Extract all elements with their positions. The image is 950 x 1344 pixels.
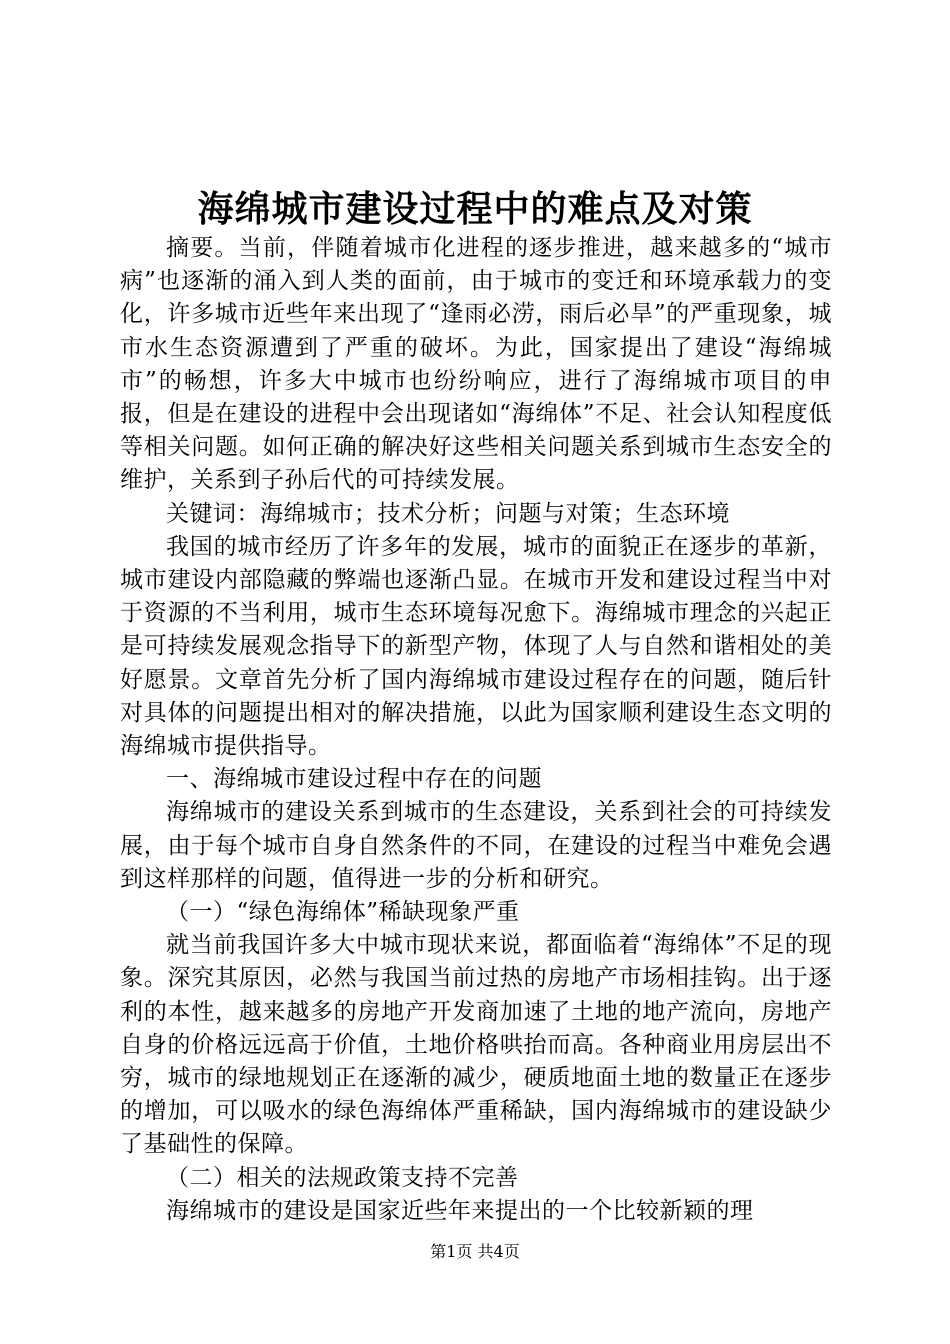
subsection-heading-2: （二）相关的法规政策支持不完善: [166, 1164, 519, 1191]
section-heading-1: 一、海绵城市建设过程中存在的问题: [166, 766, 542, 793]
subsection-1-paragraph: 就当前我国许多大中城市现状来说，都面临着“海绵体”不足的现象。深究其原因，必然与我国当前过热的房地产市场相挂钩。出于逐利的本性，越来越多的房地产开发商加速了土地的地产流向，房地产自身的价格远远高于价值，土地价格哄抬而高。各种商业用房层出不穷，城市的绿地规划正在逐渐的减少，硬质地面土地的数量正在逐步的增加，可以吸水的绿色海绵体严重稀缺，国内海绵城市的建设缺少了基础性的保障。: [120, 932, 832, 1158]
subsection-2-paragraph: 海绵城市的建设是国家近些年来提出的一个比较新颖的理: [166, 1197, 754, 1224]
document-body: [120, 232, 832, 1228]
keywords-paragraph: 关键词：海绵城市；技术分析；问题与对策；生态环境: [166, 500, 730, 527]
page-footer: 第1页 共4页: [430, 1242, 520, 1261]
subsection-heading-1: （一）“绿色海绵体”稀缺现象严重: [166, 899, 520, 926]
document-title: 海绵城市建设过程中的难点及对策: [197, 188, 753, 230]
abstract-paragraph: 摘要。当前，伴随着城市化进程的逐步推进，越来越多的“城市病”也逐渐的涌入到人类的面前，由于城市的变迁和环境承载力的变化，许多城市近些年来出现了“逢雨必涝，雨后必旱”的严重现象，城市水生态资源遭到了严重的破坏。为此，国家提出了建设“海绵城市”的畅想，许多大中城市也纷纷响应，进行了海绵城市项目的申报，但是在建设的进程中会出现诸如“海绵体”不足、社会认知程度低等相关问题。如何正确的解决好这些相关问题关系到城市生态安全的维护，关系到子孙后代的可持续发展。: [120, 235, 832, 494]
intro-paragraph: 我国的城市经历了许多年的发展，城市的面貌正在逐步的革新，城市建设内部隐藏的弊端也逐渐凸显。在城市开发和建设过程当中对于资源的不当利用，城市生态环境每况愈下。海绵城市理念的兴起正是可持续发展观念指导下的新型产物，体现了人与自然和谐相处的美好愿景。文章首先分析了国内海绵城市建设过程存在的问题，随后针对具体的问题提出相对的解决措施，以此为国家顺利建设生态文明的海绵城市提供指导。: [120, 533, 832, 760]
section-1-paragraph: 海绵城市的建设关系到城市的生态建设，关系到社会的可持续发展，由于每个城市自身自然条件的不同，在建设的过程当中难免会遇到这样那样的问题，值得进一步的分析和研究。: [120, 799, 832, 892]
